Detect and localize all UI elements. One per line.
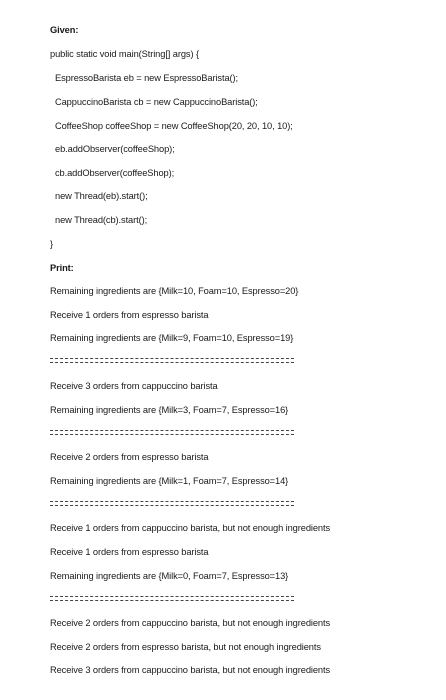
- separator-line: [50, 596, 294, 601]
- output-line: Receive 2 orders from espresso barista: [50, 452, 209, 462]
- separator-line: [50, 501, 294, 506]
- code-line: CoffeeShop coffeeShop = new CoffeeShop(20, 20, 10, 10);: [55, 121, 293, 131]
- code-line: CappuccinoBarista cb = new CappuccinoBarista();: [55, 97, 258, 107]
- output-line: Remaining ingredients are {Milk=10, Foam=10, Espresso=20}: [50, 286, 299, 296]
- code-closing-brace: }: [50, 239, 54, 249]
- output-line: Receive 1 orders from cappuccino barista, but not enough ingredients: [50, 523, 331, 533]
- output-line: Receive 2 orders from espresso barista, but not enough ingredients: [50, 642, 321, 652]
- code-line: EspressoBarista eb = new EspressoBarista();: [55, 73, 239, 83]
- output-line: Receive 1 orders from espresso barista: [50, 547, 209, 557]
- code-line: new Thread(cb).start();: [55, 215, 148, 225]
- output-line: Remaining ingredients are {Milk=9, Foam=10, Espresso=19}: [50, 333, 294, 343]
- print-heading: Print:: [50, 263, 74, 273]
- code-main-signature: public static void main(String[] args) {: [50, 49, 199, 59]
- code-line: cb.addObserver(coffeeShop);: [55, 168, 175, 178]
- output-line: Remaining ingredients are {Milk=3, Foam=7, Espresso=16}: [50, 405, 289, 415]
- code-line: new Thread(eb).start();: [55, 191, 148, 201]
- separator-line: [50, 358, 294, 363]
- output-line: Receive 1 orders from espresso barista: [50, 310, 209, 320]
- output-line: Receive 3 orders from cappuccino barista, but not enough ingredients: [50, 665, 331, 675]
- output-line: Receive 2 orders from cappuccino barista, but not enough ingredients: [50, 618, 331, 628]
- code-line: eb.addObserver(coffeeShop);: [55, 144, 175, 154]
- given-heading: Given:: [50, 25, 79, 35]
- output-line: Receive 3 orders from cappuccino barista: [50, 381, 218, 391]
- separator-line: [50, 430, 294, 435]
- output-line: Remaining ingredients are {Milk=0, Foam=7, Espresso=13}: [50, 571, 289, 581]
- output-line: Remaining ingredients are {Milk=1, Foam=7, Espresso=14}: [50, 476, 289, 486]
